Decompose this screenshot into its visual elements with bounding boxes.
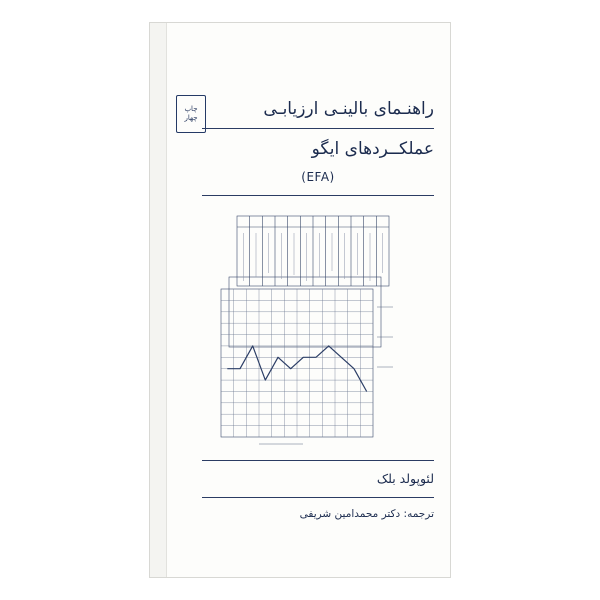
- book-spine: [150, 23, 167, 577]
- ego-function-chart: [207, 211, 419, 451]
- title-divider-2: [202, 195, 434, 196]
- page-subtitle: عملکــردهای ایگو: [311, 139, 434, 159]
- author-block: [202, 460, 434, 520]
- translator-name: ترجمه: دکتر محمدامین شریفی: [299, 508, 434, 520]
- book-cover: [149, 22, 451, 578]
- publisher-logo-text: چاپ چهار: [184, 105, 198, 122]
- page-title: راهنـمای بالینـی ارزیابـی: [263, 99, 434, 119]
- author-name: لئوپولد بلک: [376, 471, 434, 486]
- author-divider-bottom: [202, 497, 434, 498]
- title-divider-1: [202, 128, 434, 129]
- title-acronym: (EFA): [301, 170, 335, 184]
- title-block: [202, 99, 434, 196]
- cover-content: [167, 23, 450, 577]
- author-divider-top: [202, 460, 434, 461]
